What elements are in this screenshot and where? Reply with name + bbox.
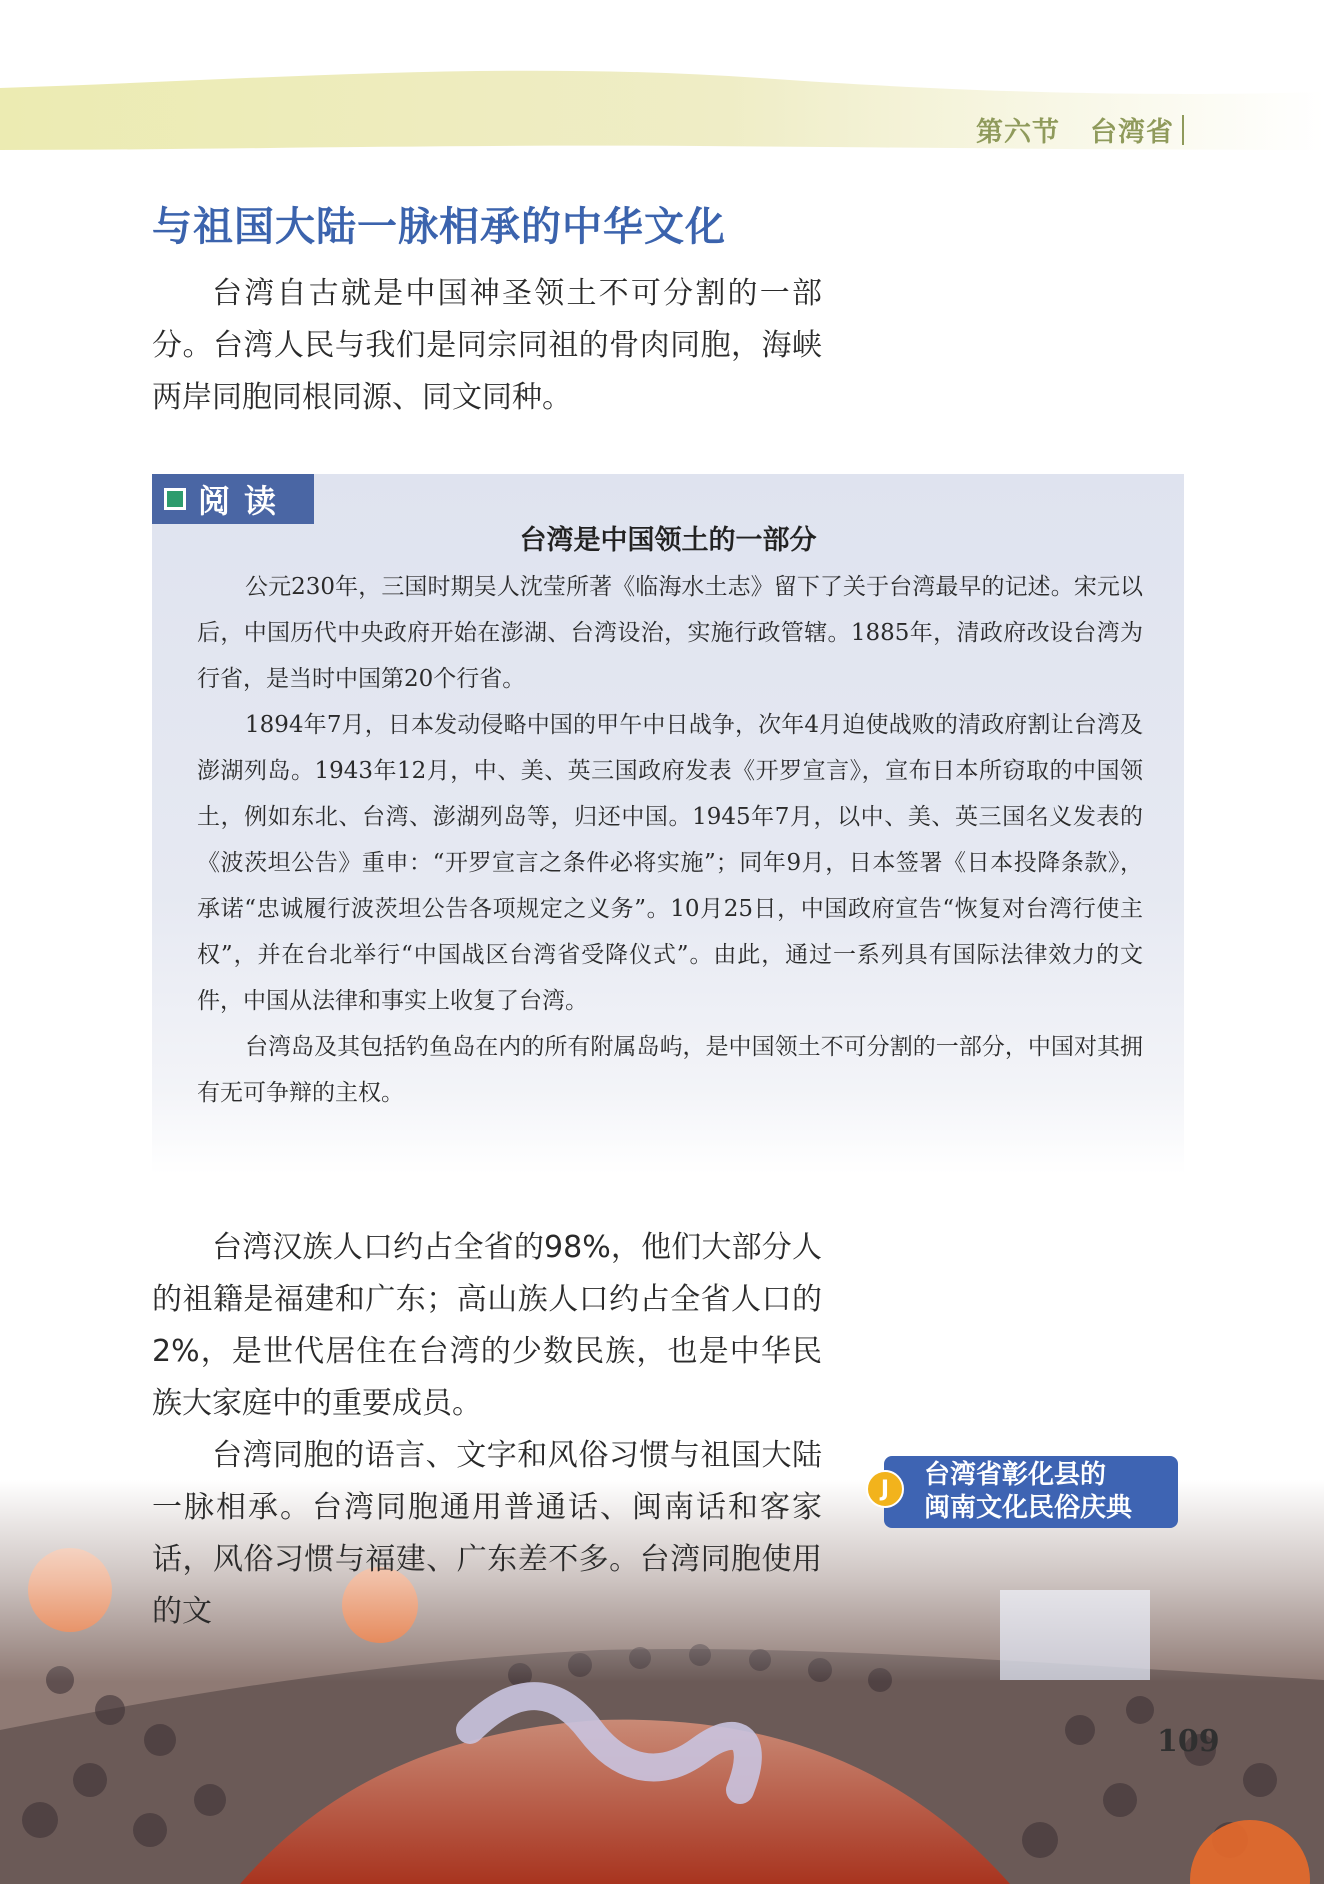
reading-tag-label: 阅读: [198, 482, 291, 520]
caption-badge: J: [866, 1470, 904, 1508]
reading-paragraph: 公元230年，三国时期吴人沈莹所著《临海水土志》留下了关于台湾最早的记述。宋元以后，中国历代中央政府开始在澎湖、台湾设治，实施行政管辖。1885年，清政府改设台湾为行省，是当时中国第20个行省。: [197, 574, 1143, 692]
body-paragraph: 台湾汉族人口约占全省的98%，他们大部分人的祖籍是福建和广东；高山族人口约占全省人口的2%，是世代居住在台湾的少数民族，也是中华民族大家庭中的重要成员。: [152, 1230, 822, 1421]
reading-body: [197, 564, 1143, 1116]
book-icon: [164, 488, 186, 510]
intro-paragraph: 台湾自古就是中国神圣领土不可分割的一部分。台湾人民与我们是同宗同祖的骨肉同胞，海峡两岸同胞同根同源、同文同种。: [152, 276, 822, 415]
chapter-divider: [1182, 115, 1184, 145]
caption-line: 台湾省彰化县的: [924, 1460, 1107, 1490]
reading-paragraph: 台湾岛及其包括钓鱼岛在内的所有附属岛屿，是中国领土不可分割的一部分，中国对其拥有无可争辩的主权。: [197, 1034, 1143, 1106]
photo-caption: [884, 1456, 1178, 1528]
reading-paragraph: 1894年7月，日本发动侵略中国的甲午中日战争，次年4月迫使战败的清政府割让台湾及澎湖列岛。1943年12月，中、美、英三国政府发表《开罗宣言》，宣布日本所窃取的中国领土，例如东北、台湾、澎湖列岛等，归还中国。1945年7月，以中、美、英三国名义发表的《波茨坦公告》重申：“开罗宣言之条件必将实施”；同年9月，日本签署《日本投降条款》，承诺“忠诚履行波茨坦公告各项规定之义务”。10月25日，中国政府宣告“恢复对台湾行使主权”，并在台北举行“中国战区台湾省受降仪式”。由此，通过一系列具有国际法律效力的文件，中国从法律和事实上收复了台湾。: [197, 712, 1143, 1014]
chapter-label: [976, 110, 1184, 149]
reading-title: 台湾是中国领土的一部分: [519, 525, 817, 556]
body-paragraph: 台湾同胞的语言、文字和风俗习惯与祖国大陆一脉相承。台湾同胞通用普通话、闽南话和客家话，风俗习惯与福建、广东差不多。台湾同胞使用的文: [152, 1438, 822, 1629]
caption-line: 闽南文化民俗庆典: [924, 1493, 1133, 1523]
page-number: 109: [1157, 1724, 1220, 1759]
section-title: 与祖国大陆一脉相承的中华文化: [152, 204, 726, 250]
chapter-section: 第六节: [976, 117, 1060, 148]
reading-tag: [152, 474, 314, 524]
chapter-title: 台湾省: [1090, 117, 1174, 148]
